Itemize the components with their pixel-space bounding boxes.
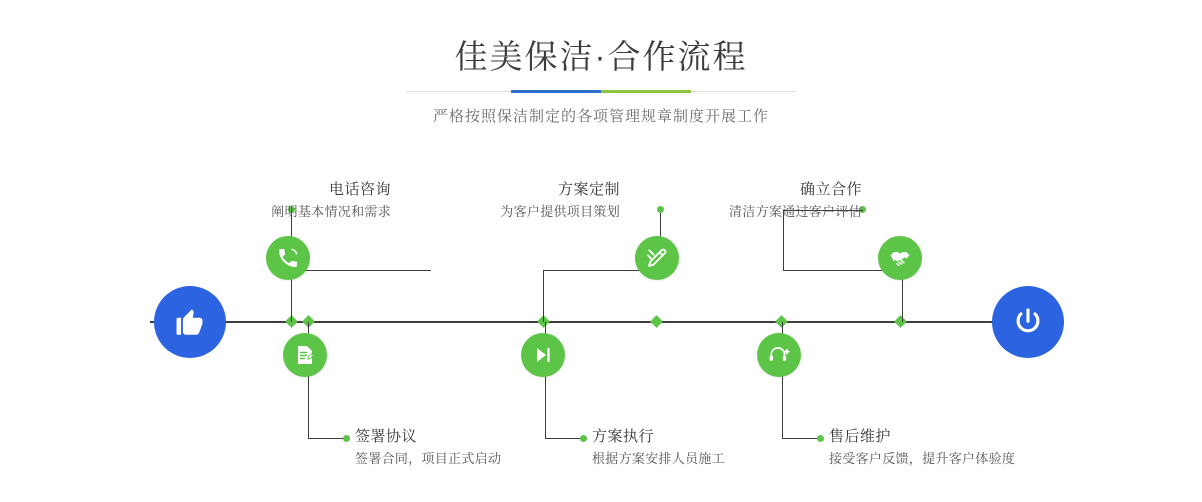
axis-marker-6	[894, 315, 907, 328]
flow-end-node	[992, 286, 1064, 358]
connector-stem-3	[543, 270, 544, 322]
step-title-3: 方案定制	[557, 181, 620, 198]
step-title-6: 售后维护	[829, 428, 892, 445]
connector-arm-4	[545, 438, 583, 439]
step-icon-4[interactable]	[521, 333, 565, 377]
step-desc-1: 阐明基本情况和需求	[271, 204, 391, 219]
phone-ring-icon	[276, 246, 300, 270]
divider-blue-segment	[511, 90, 601, 93]
connector-arm-6	[782, 438, 820, 439]
document-edit-icon	[293, 343, 317, 367]
step-title-2: 签署协议	[355, 428, 418, 445]
step-desc-5: 清洁方案通过客户评估	[728, 204, 862, 219]
connector-stem-6b	[782, 378, 783, 438]
step-label-1	[101, 180, 391, 222]
page-title: 佳美保洁·合作流程	[454, 38, 748, 75]
step-desc-6: 接受客户反馈，提升客户体验度	[829, 451, 1016, 466]
step-desc-3: 为客户提供项目策划	[500, 204, 620, 219]
step-label-6	[829, 427, 1189, 469]
step-icon-2[interactable]	[283, 333, 327, 377]
connector-dot-6	[817, 435, 824, 442]
connector-stem-4b	[545, 378, 546, 438]
step-icon-1[interactable]	[266, 236, 310, 280]
headset-support-icon	[767, 343, 791, 367]
axis-marker-4	[650, 315, 663, 328]
page-header	[0, 34, 1202, 126]
step-title-1: 电话咨询	[328, 181, 391, 198]
step-icon-5[interactable]	[878, 236, 922, 280]
connector-arm-1	[291, 270, 431, 271]
page-subtitle: 严格按照保洁制定的各项管理规章制度开展工作	[432, 108, 769, 125]
process-flow-diagram	[0, 150, 1202, 490]
handshake-icon	[888, 246, 912, 270]
play-forward-icon	[531, 343, 555, 367]
step-label-3	[370, 180, 620, 222]
step-title-4: 方案执行	[592, 428, 655, 445]
step-icon-6[interactable]	[757, 333, 801, 377]
connector-stem-2b	[308, 378, 309, 438]
power-icon	[1011, 305, 1045, 339]
title-divider	[406, 90, 796, 93]
connector-dot-4	[580, 435, 587, 442]
connector-arm-2	[308, 438, 346, 439]
divider-green-segment	[601, 90, 691, 93]
flow-start-node	[154, 286, 226, 358]
step-label-5	[612, 180, 862, 222]
connector-dot-2	[343, 435, 350, 442]
step-icon-3[interactable]	[635, 236, 679, 280]
thumbs-up-icon	[173, 305, 207, 339]
step-desc-2: 签署合同，项目正式启动	[355, 451, 502, 466]
pen-ruler-icon	[645, 246, 669, 270]
step-title-5: 确立合作	[799, 181, 862, 198]
step-desc-4: 根据方案安排人员施工	[592, 451, 726, 466]
